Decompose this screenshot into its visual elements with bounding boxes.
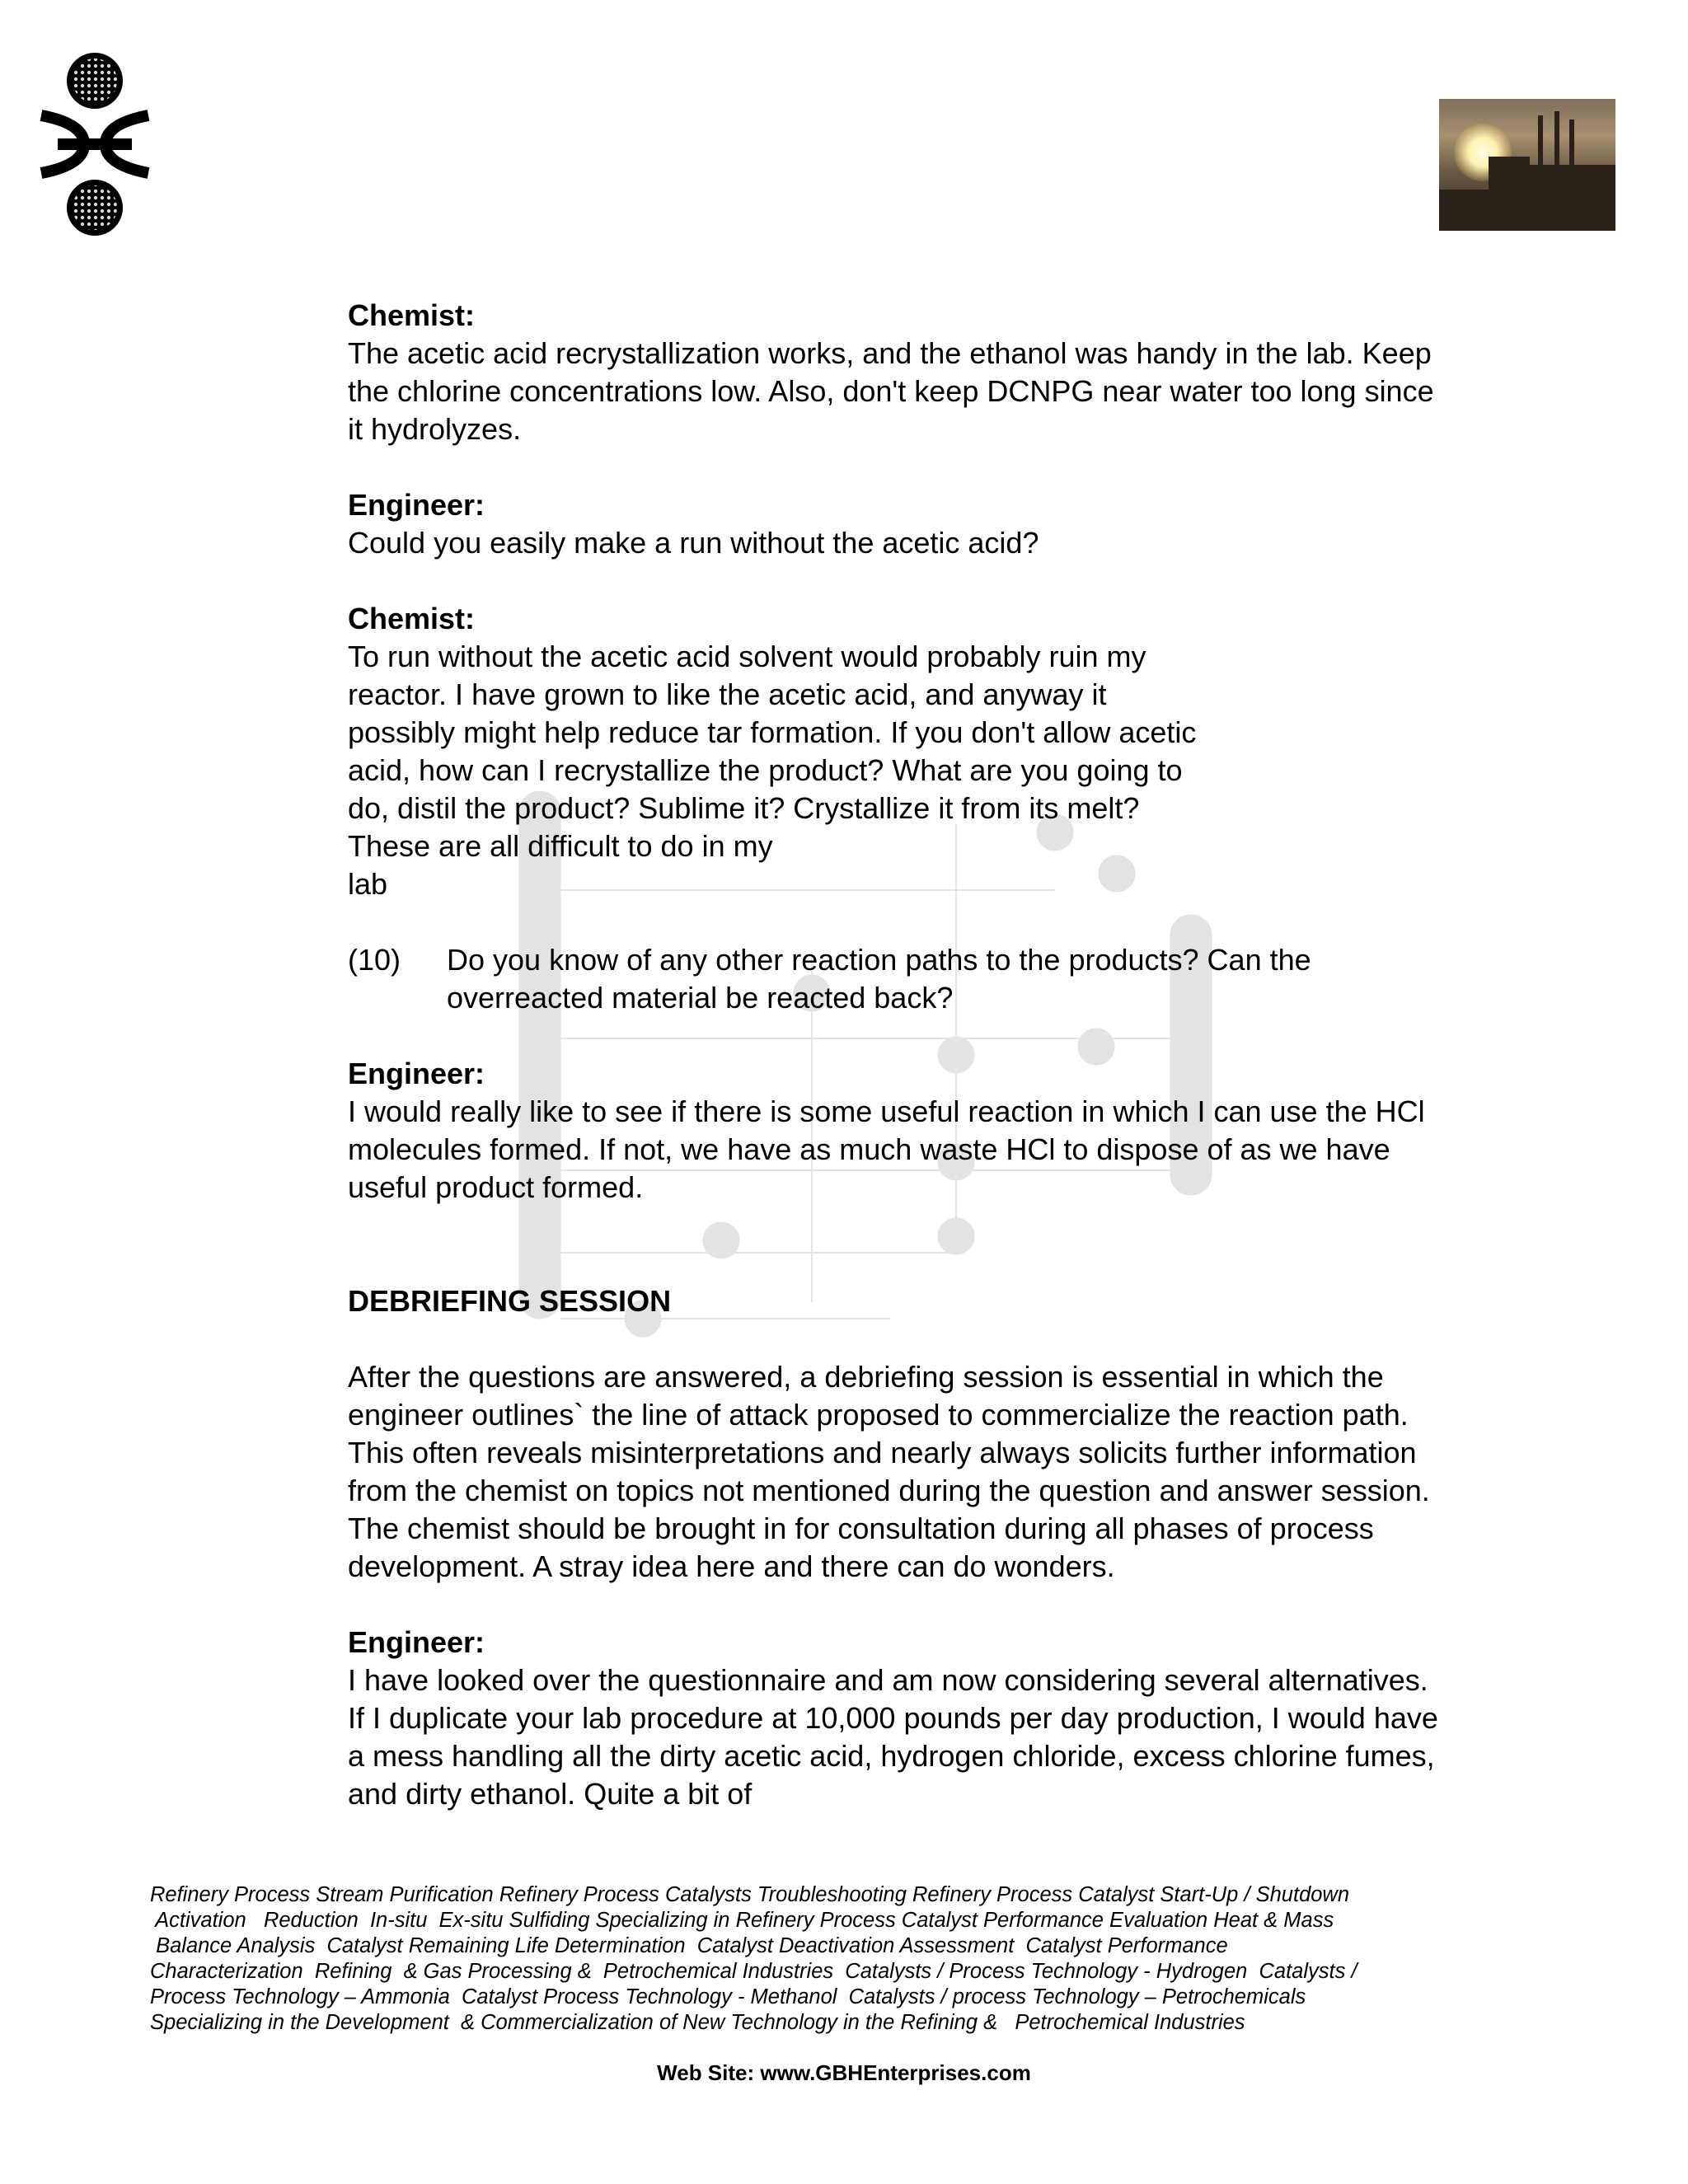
speaker-label: Chemist: — [348, 602, 476, 635]
dialogue-chemist-1 — [348, 297, 1452, 448]
dialogue-text: The acetic acid recrystallization works, and the ethanol was handy in the lab. Keep the chlorine concentrations low. Also, don't keep DCNPG near water too long since it hydrolyzes. — [348, 336, 1434, 446]
refinery-skyline — [1439, 99, 1615, 231]
footer-line: Specializing in the Development & Commercialization of New Technology in the Refining & Petrochemical Industries — [150, 2011, 1245, 2034]
dialogue-chemist-2 — [348, 600, 1452, 903]
dialogue-text: I would really like to see if there is some useful reaction in which I can use the HCl molecules formed. If not, we have as much waste HCl to dispose of as we have useful product formed. — [348, 1094, 1425, 1204]
gbh-logo-icon — [33, 49, 157, 239]
debriefing-text: After the questions are answered, a debriefing session is essential in which the engineer outlines` the line of attack proposed to commercialize the reaction path. This often reveals misinterpretations and nearly always solicits further information from the chemist on topics not mentioned during the question and answer session. The chemist should be brought in for consultation during all phases of process development. A stray idea here and there can do wonders. — [348, 1360, 1430, 1583]
speaker-label: Engineer: — [348, 488, 485, 522]
website-link[interactable]: Web Site: www.GBHEnterprises.com — [657, 2060, 1031, 2085]
speaker-label: Chemist: — [348, 298, 476, 332]
debriefing-paragraph — [348, 1358, 1452, 1586]
footer-line: Balance Analysis Catalyst Remaining Life Determination Catalyst Deactivation Assessment Catalyst Performance — [150, 1934, 1228, 1957]
speaker-label: Engineer: — [348, 1057, 485, 1090]
dialogue-engineer-2 — [348, 1055, 1452, 1207]
dialogue-text: To run without the acetic acid solvent would probably ruin my reactor. I have grown to like the acetic acid, and anyway it possibly might help reduce tar formation. If you don't allow acetic acid, how can I recrystallize the product? What are you going to do, distil the product? Sublime it? Crystallize it from its melt? These are all difficult to do in my — [348, 640, 1197, 863]
debriefing-heading-block — [348, 1282, 1452, 1320]
dialogue-text: I have looked over the questionnaire and am now considering several alternatives. If I duplicate your lab procedure at 10,000 pounds per day production, I would have a mess handling all the dirty acetic acid, hydrogen chloride, excess chlorine fumes, and dirty ethanol. Quite a bit of — [348, 1663, 1438, 1811]
footer-line: Characterization Refining & Gas Processing & Petrochemical Industries Catalysts / Process Technology - Hydrogen Catalysts / — [150, 1960, 1357, 1983]
section-heading: DEBRIEFING SESSION — [348, 1284, 672, 1318]
footer-line: Activation Reduction In-situ Ex-situ Sulfiding Specializing in Refinery Process Catalyst Performance Evaluation Heat & Mass — [150, 1909, 1334, 1932]
question-10 — [348, 941, 1452, 1017]
footer-keywords — [150, 1882, 1485, 2036]
question-number: (10) — [348, 943, 401, 977]
footer-line: Refinery Process Stream Purification Refinery Process Catalysts Troubleshooting Refinery Process Catalyst Start-Up / Shutdown — [150, 1883, 1350, 1906]
dialogue-engineer-1 — [348, 486, 1452, 562]
footer-line: Process Technology – Ammonia Catalyst Process Technology - Methanol Catalysts / process Technology – Petrochemicals — [150, 1985, 1306, 2008]
dialogue-engineer-3 — [348, 1624, 1452, 1813]
refinery-photo-icon — [1439, 99, 1615, 231]
speaker-label: Engineer: — [348, 1625, 485, 1659]
dialogue-text-end: lab — [348, 867, 388, 901]
question-text: Do you know of any other reaction paths to the products? Can the overreacted material be reacted back? — [447, 943, 1311, 1015]
dialogue-text: Could you easily make a run without the acetic acid? — [348, 526, 1039, 560]
document-body — [348, 297, 1452, 1851]
